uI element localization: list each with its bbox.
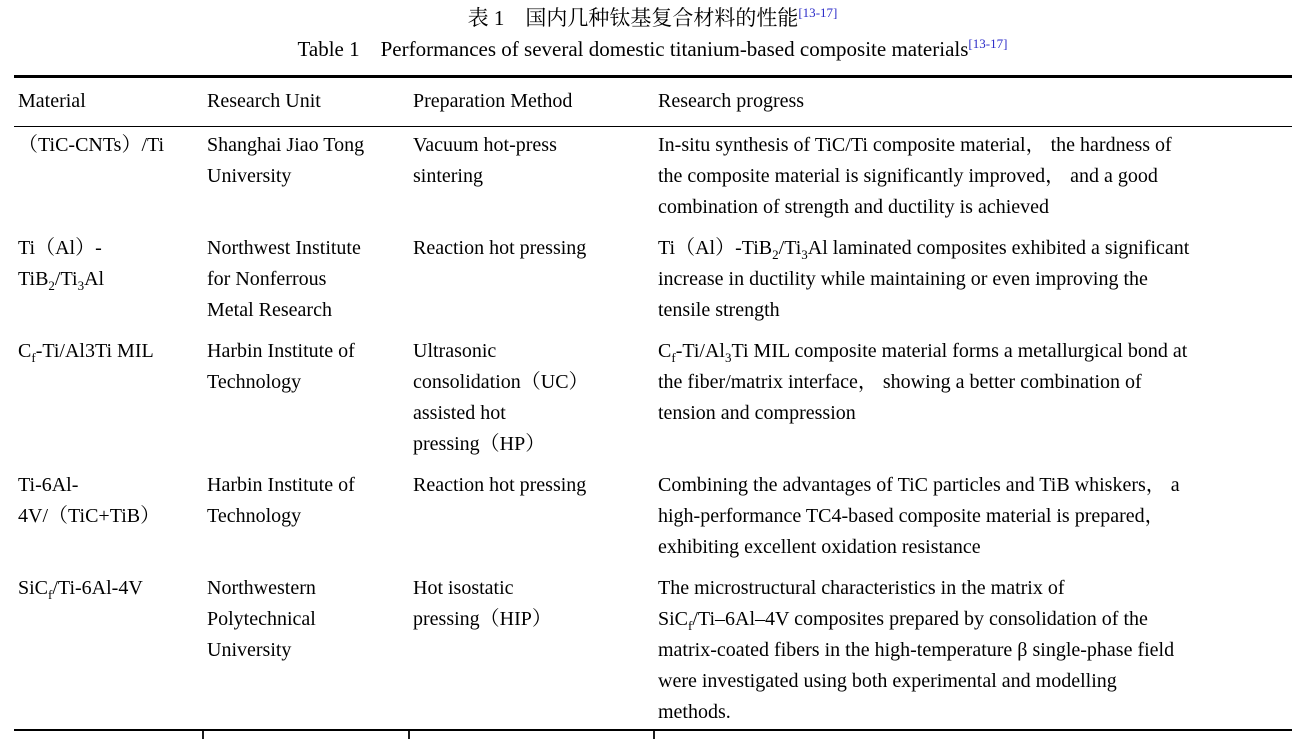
table-caption-zh: 表 1 国内几种钛基复合材料的性能[13-17] [467, 5, 838, 30]
table-container [14, 75, 1292, 731]
column-header-preparation-method: Preparation Method [409, 77, 654, 127]
column-divider-tick [653, 731, 655, 739]
cell-preparation-method: Reaction hot pressing [413, 474, 587, 496]
cell-preparation-method: Ultrasonic consolidation（UC） assisted hot pressing（HP） [413, 340, 589, 455]
performance-table [14, 75, 1292, 731]
column-header-research-progress: Research progress [654, 77, 1292, 127]
column-header-material: Material [14, 77, 203, 127]
cell-material: Ti-6Al- 4V/（TiC+TiB） [18, 474, 161, 527]
table-caption-en: Table 1 Performances of several domestic titanium-based composite materials[13-17] [297, 36, 1008, 61]
cell-material: SiC$_f$/Ti-6Al-4V [18, 577, 143, 602]
cell-research-progress: Combining the advantages of TiC particles and TiB whiskers， a high-performance TC4-based composite material is prepared， exhibiting excellent oxidation resistance [658, 474, 1180, 558]
cell-preparation-method: Hot isostatic pressing（HIP） [413, 577, 552, 630]
cell-preparation-method: Reaction hot pressing [413, 237, 587, 259]
cell-research-unit: Shanghai Jiao Tong University [207, 134, 365, 187]
cell-research-progress: In-situ synthesis of TiC/Ti composite material， the hardness of the composite material is significantly improved， and a good combination of strength and ductility is achieved [658, 134, 1172, 218]
table-row [14, 127, 1292, 231]
cell-research-unit: Northwestern Polytechnical University [207, 577, 316, 661]
column-header-research-unit: Research Unit [203, 77, 409, 127]
table-row [14, 570, 1292, 730]
cell-research-progress: The microstructural characteristics in the matrix of SiC$_f$/Ti–6Al–4V composites prepared by consolidation of the matrix-coated fibers in the high-temperature β single-phase field were investigated using both experimental and modelling methods. [658, 577, 1175, 723]
cell-research-unit: Harbin Institute of Technology [207, 474, 355, 527]
cell-research-progress: $Ti(Al)-TiB_2/Ti_3Al$ laminated composites exhibited a significant increase in ductility while maintaining or even improving the tensile strength [658, 237, 1190, 321]
cell-research-progress: $C_f-Ti/Al_3Ti$ MIL composite material forms a metallurgical bond at the fiber/matrix interface， showing a better combination of tension and compression [658, 340, 1188, 424]
column-divider-tick [408, 731, 410, 739]
cell-preparation-method: Vacuum hot-press sintering [413, 134, 557, 187]
table-row [14, 230, 1292, 333]
header-row [14, 77, 1292, 127]
cell-material: Ti（Al）- $TiB_2/Ti_3Al$ [18, 237, 105, 293]
table-row [14, 333, 1292, 467]
cell-research-unit: Harbin Institute of Technology [207, 340, 355, 393]
table-row [14, 467, 1292, 570]
column-divider-tick [202, 731, 204, 739]
cell-material: $C_f-Ti/Al3Ti$ MIL [18, 340, 154, 365]
cell-research-unit: Northwest Institute for Nonferrous Metal Research [207, 237, 361, 321]
cell-material: （TiC-CNTs）/Ti [18, 134, 165, 156]
